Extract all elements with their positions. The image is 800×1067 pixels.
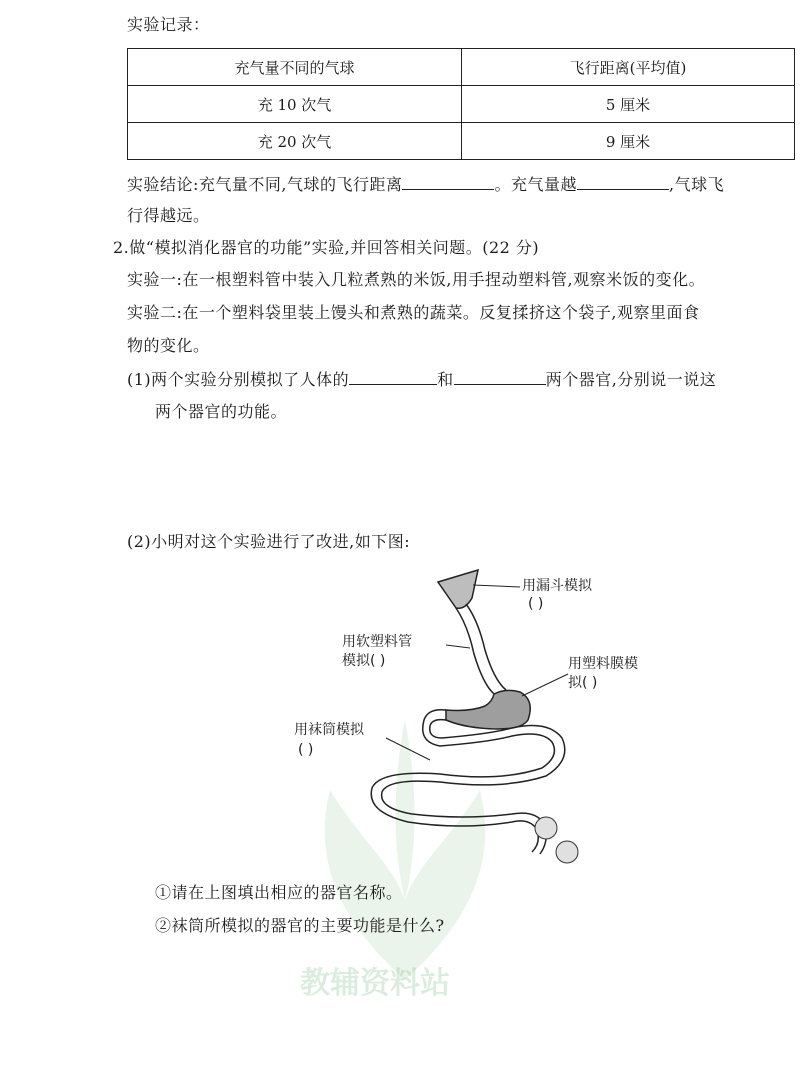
subquestion-1-text-b: 和: [437, 370, 454, 389]
tube-label: 用软塑料管: [342, 634, 412, 650]
table-cell: 充 10 次气: [128, 86, 462, 123]
conclusion-text-1: 实验结论:充气量不同,气球的飞行距离: [127, 175, 403, 194]
subquestion-1-text-c: 两个器官,分别说一说这: [545, 370, 717, 389]
experiment-record-table: [127, 48, 795, 160]
table-cell: 充 20 次气: [128, 123, 462, 160]
funnel-answer[interactable]: ( ): [528, 596, 544, 612]
answer-blank[interactable]: [402, 173, 494, 190]
table-cell: 9 厘米: [462, 123, 795, 160]
subquestion-1: [127, 368, 716, 391]
task-1: ①请在上图填出相应的器官名称。: [155, 883, 403, 902]
subquestion-1-text-a: (1)两个实验分别模拟了人体的: [127, 370, 350, 389]
table-header-cell: 充气量不同的气球: [128, 49, 462, 86]
tube-answer[interactable]: 模拟( ): [342, 653, 386, 669]
table-cell: 5 厘米: [462, 86, 795, 123]
watermark-text: 教辅资料站: [300, 966, 450, 1001]
record-heading: 实验记录：: [127, 15, 210, 34]
subquestion-2: (2)小明对这个实验进行了改进,如下图:: [127, 532, 411, 551]
table-header-cell: 飞行距离(平均值): [462, 49, 795, 86]
digestive-model-figure: [280, 560, 660, 880]
conclusion-text-2: 。充气量越: [494, 175, 577, 194]
answer-blank[interactable]: [454, 368, 546, 385]
conclusion-text-3: ,气球飞: [669, 175, 725, 194]
answer-blank[interactable]: [577, 173, 669, 190]
table-header-row: [128, 49, 795, 86]
subquestion-1-cont: 两个器官的功能。: [155, 402, 288, 421]
sock-answer[interactable]: ( ): [298, 742, 314, 758]
funnel-label: 用漏斗模拟: [522, 578, 592, 594]
experiment-2-text: 实验二:在一个塑料袋里装上馒头和煮熟的蔬菜。反复揉挤这个袋子,观察里面食: [127, 303, 700, 322]
answer-blank[interactable]: [349, 368, 437, 385]
conclusion-line: [127, 173, 724, 196]
experiment-1-text: 实验一:在一根塑料管中装入几粒煮熟的米饭,用手捏动塑料管,观察米饭的变化。: [127, 270, 706, 289]
question-2-title: 2.做“模拟消化器官的功能”实验,并回答相关问题。(22 分): [113, 238, 540, 257]
film-label: 用塑料膜模: [568, 656, 638, 672]
table-row: [128, 123, 795, 160]
table-row: [128, 86, 795, 123]
task-2: ②袜筒所模拟的器官的主要功能是什么?: [155, 916, 445, 935]
conclusion-line-2: 行得越远。: [127, 206, 210, 225]
film-answer[interactable]: 拟( ): [568, 675, 598, 691]
sock-label: 用袜筒模拟: [294, 722, 364, 738]
experiment-2-text-cont: 物的变化。: [127, 336, 210, 355]
